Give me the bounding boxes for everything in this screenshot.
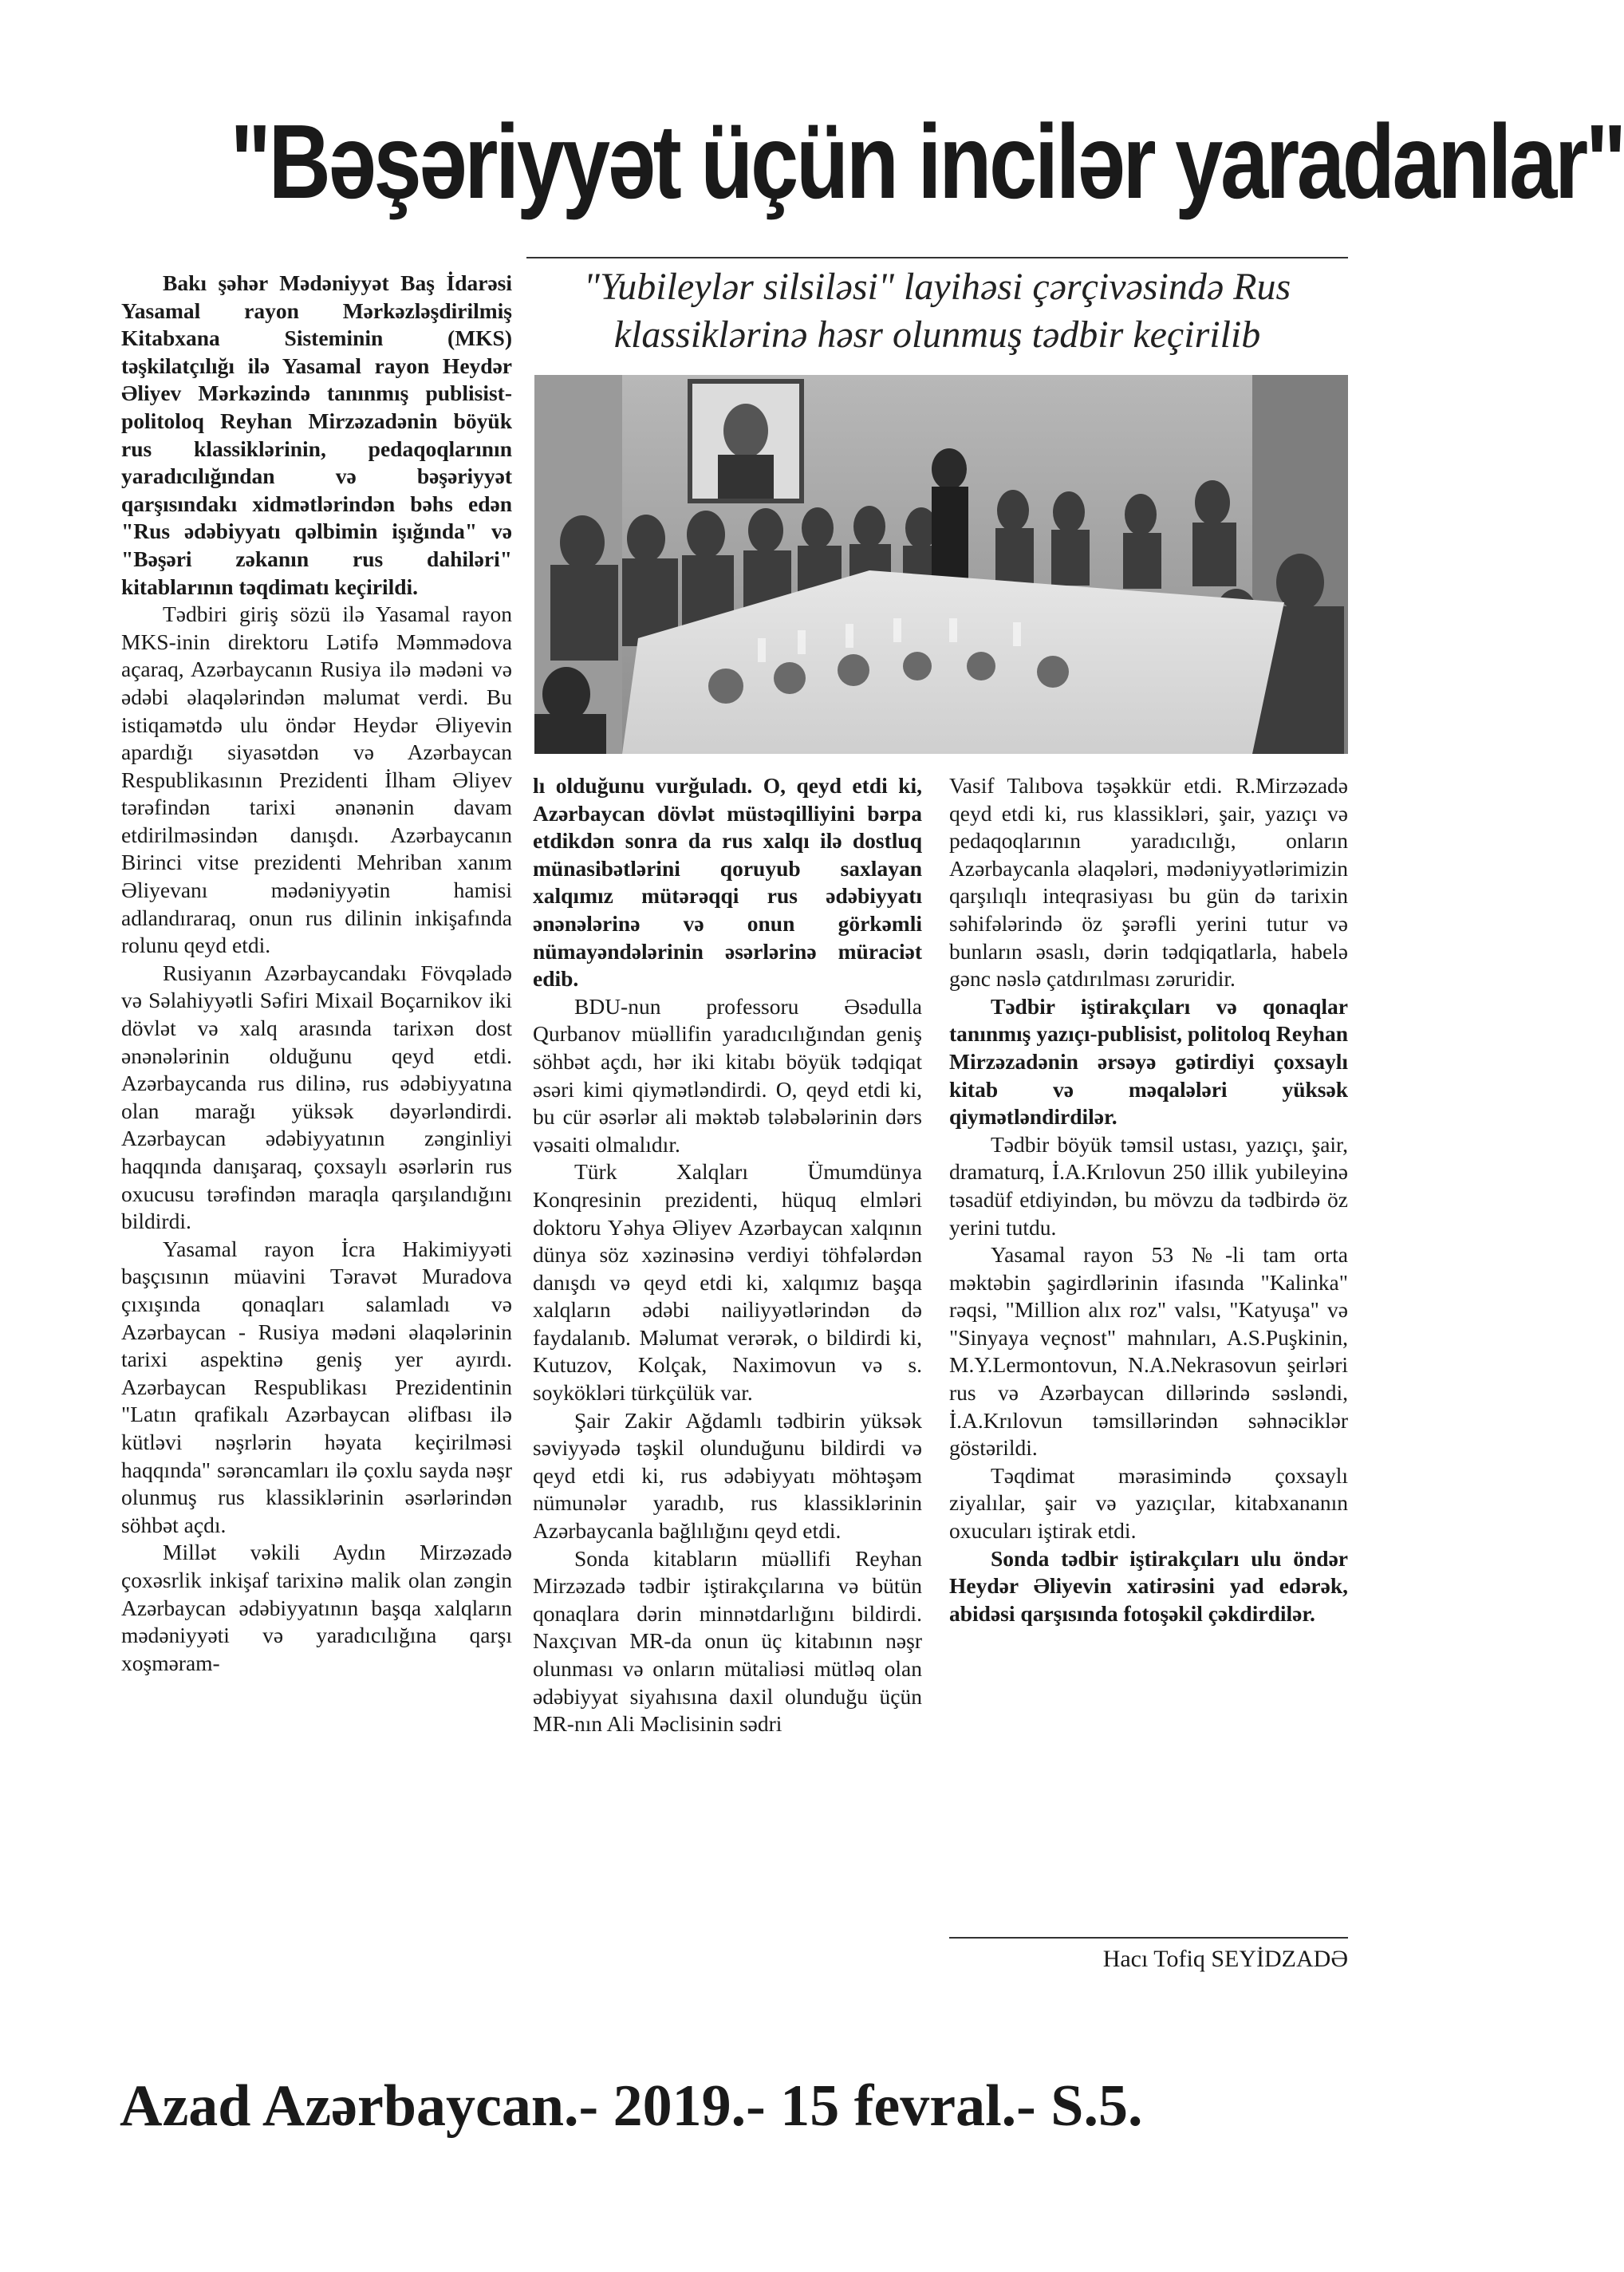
subheadline-rule bbox=[526, 257, 1348, 258]
paragraph: Rusiyanın Azərbaycandakı Fövqəladə və Səlahiyyətli Səfiri Mixail Boçarnikov iki dövlət və xalq arasında tarixən dost ənənələrinin olduğunu qeyd etdi. Azərbaycanda rus dilinə, rus ədəbiyyatına olan marağı yüksək dəyərləndirdi. Azərbaycan ədəbiyyatının zənginliyi haqqında danışaraq, çoxsaylı əsərlərin rus oxucusu tərəfindən maraqla qarşılandığını bildirdi. bbox=[121, 960, 512, 1234]
paragraph: Yasamal rayon İcra Hakimiyyəti başçısının müavini Təravət Muradova çıxışında qonaqları salamladı və Azərbaycan - Rusiya mədəni əlaqələrinin tarixi aspektinə geniş yer ayırdı. Azərbaycan Respublikası Prezidentinin "Latın qrafikalı Azərbaycan əlifbası ilə kütləvi nəşrlərin həyata keçirilməsi haqqında" sərəncamları ilə çoxlu sayda nəşr olunmuş rus klassiklərinin əsərlərindən söhbət açdı. bbox=[121, 1236, 512, 1537]
article-column-1 bbox=[121, 270, 512, 1677]
article-subheadline: "Yubileylər silsiləsi" layihəsi çərçivəsində Rus klassiklərinə həsr olunmuş tədbir keçirilib bbox=[583, 266, 1291, 356]
article-headline: "Bəşəriyyət üçün incilər yaradanlar" bbox=[230, 103, 1624, 220]
event-photo-image bbox=[534, 375, 1348, 754]
event-photo bbox=[534, 375, 1348, 754]
paragraph: Sonda kitabların müəllifi Reyhan Mirzəzadə tədbir iştirakçılarına və bütün qonaqlara dərin minnətdarlığını bildirdi. Naxçıvan MR-da onun üç kitabının nəşr olunması və onların mütaliəsi mütləq olan ədəbiyyat siyahısına daxil olunduğu üçün MR-nın Ali Məclisinin sədri bbox=[533, 1545, 922, 1737]
paragraph: Şair Zakir Ağdamlı tədbirin yüksək səviyyədə təşkil olunduğunu bildirdi və qeyd etdi ki, rus ədəbiyyatı möhtəşəm nümunələr yaradıb, rus klassiklərinin Azərbaycanla bağlılığını qeyd etdi. bbox=[533, 1407, 922, 1544]
paragraph: BDU-nun professoru Əsədulla Qurbanov müəllifin yaradıcılığından geniş söhbət açdı, hər iki kitabı böyük tədqiqat əsəri kimi qiymətləndirdi. O, qeyd etdi ki, bu cür əsərlər ali məktəb tələbələrinin dərs vəsaiti olmalıdır. bbox=[533, 993, 922, 1157]
paragraph: Türk Xalqları Ümumdünya Konqresinin prezidenti, hüquq elmləri doktoru Yəhya Əliyev Azərbaycan xalqının dünya söz xəzinəsinə verdiyi töhfələrdən danışdı və qeyd etdi ki, xalqımız başqa xalqların ədəbi nailiyyətlərindən də faydalanıb. Məlumat verərək, o bildirdi ki, Kutuzov, Kolçak, Naximovun və s. soykökləri türkçülük var. bbox=[533, 1159, 922, 1406]
signature-rule bbox=[949, 1937, 1348, 1939]
paragraph: Yasamal rayon 53 №-li tam orta məktəbin şagirdlərinin ifasında "Kalinka" rəqsi, "Million alıx roz" valsı, "Katyuşa" və "Sinyaya veçnost" mahnıları, A.S.Puşkinin, M.Y.Lermontovun, N.A.Nekrasovun şeirləri rus və Azərbaycan dillərində səsləndi, İ.A.Krılovun təmsillərindən səhnəciklər göstərildi. bbox=[949, 1242, 1348, 1461]
paragraph: Millət vəkili Aydın Mirzəzadə çoxəsrlik inkişaf tarixinə malik olan zəngin Azərbaycan ədəbiyyatının başqa xalqların mədəniyyəti və yaradıcılığına qarşı xoşməram- bbox=[121, 1540, 512, 1675]
paragraph: Təqdimat mərasimində çoxsaylı ziyalılar, şair və yazıçılar, kitabxananın oxucuları iştirak etdi. bbox=[949, 1462, 1348, 1544]
article-column-2 bbox=[533, 772, 922, 1738]
paragraph: Vasif Talıbova təşəkkür etdi. R.Mirzəzadə qeyd etdi ki, rus klassikləri, şair, yazıçı və pedaqoqlarının yaradıcılığı, onların Azərbaycanla əlaqələri, mədəniyyətlərimizin qarşılıqlı inteqrasiyası bu gün də tarixin səhifələrində öz şərəfli yerini tutur və bunların əsaslı, dərin tədqiqatlarla, habelə gənc nəslə çatdırılması zəruridir. bbox=[949, 773, 1348, 992]
lead-paragraph: Bakı şəhər Mədəniyyət Baş İdarəsi Yasamal rayon Mərkəzləşdirilmiş Kitabxana Sisteminin (MKS) təşkilatçılığı ilə Yasamal rayon Heydər Əliyev Mərkəzində tanınmış publisist-politoloq Reyhan Mirzəzadənin böyük rus klassiklərinin, pedaqoqlarının yaradıcılığından və bəşəriyyət qarşısındakı xidmətlərindən bəhs edən "Rus ədəbiyyatı qəlbimin işığında" və "Bəşəri zəkanın rus dahiləri" kitablarının təqdimatı keçirildi. bbox=[121, 270, 512, 599]
author-signature: Hacı Tofiq SEYİDZADƏ bbox=[1102, 1946, 1348, 1972]
paragraph: Sonda tədbir iştirakçıları ulu öndər Heydər Əliyevin xatirəsini yad edərək, abidəsi qarşısında fotoşəkil çəkdirdilər. bbox=[949, 1545, 1348, 1626]
article-column-3 bbox=[949, 772, 1348, 1627]
paragraph: Tədbir iştirakçıları və qonaqlar tanınmış yazıçı-publisist, politoloq Reyhan Mirzəzadənin ərsəyə gətirdiyi çoxsaylı kitab və məqalələri yüksək qiymətləndirdilər. bbox=[949, 993, 1348, 1130]
source-citation: Azad Azərbaycan.- 2019.- 15 fevral.- S.5. bbox=[120, 2073, 1143, 2139]
paragraph: lı olduğunu vurğuladı. O, qeyd etdi ki, Azərbaycan dövlət müstəqilliyini bərpa etdikdən sonra da rus xalqı ilə dostluq münasibətlərini qoruyub saxlayan xalqımız mütərəqqi rus ədəbiyyatı ənənələrinə və onun görkəmli nümayəndələrinin əsərlərinə müraciət edib. bbox=[533, 773, 922, 992]
paragraph: Tədbiri giriş sözü ilə Yasamal rayon MKS-inin direktoru Lətifə Məmmədova açaraq, Azərbaycanın Rusiya ilə mədəni və ədəbi əlaqələrindən məlumat verdi. Bu istiqamətdə ulu öndər Heydər Əliyevin apardığı siyasətdən və Azərbaycan Respublikasının Prezidenti İlham Əliyev tərəfindən tarixi ənənənin davam etdirilməsindən danışdı. Azərbaycanın Birinci vitse prezidenti Mehriban xanım Əliyevanı mədəniyyətin hamisi adlandıraraq, onun rus dilinin inkişafında rolunu qeyd etdi. bbox=[121, 602, 512, 958]
paragraph: Tədbir böyük təmsil ustası, yazıçı, şair, dramaturq, İ.A.Krılovun 250 illik yubileyinə təsadüf etdiyindən, bu mövzu da tədbirdə öz yerini tutdu. bbox=[949, 1131, 1348, 1240]
